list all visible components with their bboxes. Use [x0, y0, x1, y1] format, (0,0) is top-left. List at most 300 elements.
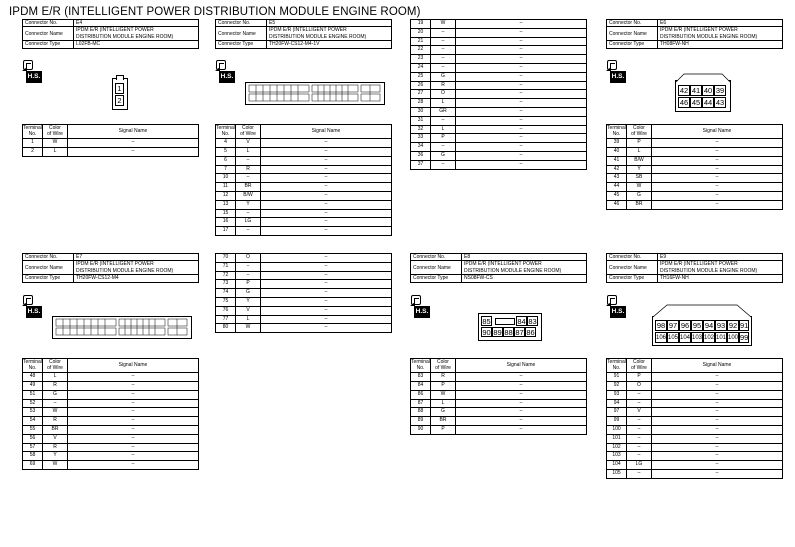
signal-name: – — [456, 28, 587, 37]
harness-side-icon: H.S. — [22, 295, 48, 321]
pin-label: 105 — [667, 332, 679, 343]
table-row — [411, 63, 587, 72]
signal-name: – — [68, 461, 199, 470]
connector-info-e7: Connector No. E7 Connector Name IPDM E/R (INTELLIGENT POWER DISTRIBUTION MODULE ENGINE ROOM) Connector Type TH20FW-CS12-M4 — [22, 253, 199, 283]
terminal-table-e5-continued — [410, 19, 587, 170]
connector-face-e9 — [652, 316, 752, 346]
signal-name: – — [261, 306, 392, 315]
table-row — [216, 280, 392, 289]
table-row — [23, 373, 199, 382]
table-row — [607, 156, 783, 165]
signal-name: – — [456, 46, 587, 55]
table-row — [411, 72, 587, 81]
signal-name: – — [261, 227, 392, 236]
wire-color: – — [627, 443, 652, 452]
signal-name: – — [456, 399, 587, 408]
table-row — [216, 200, 392, 209]
pin-label: 106 — [655, 332, 667, 343]
wire-color: – — [431, 63, 456, 72]
wire-color: R — [43, 443, 68, 452]
pin-label: 90 — [482, 328, 491, 337]
wire-color: O — [431, 90, 456, 99]
table-row — [216, 156, 392, 165]
wire-color: P — [431, 425, 456, 434]
table-row — [23, 461, 199, 470]
terminal-no: 24 — [411, 63, 431, 72]
table-row — [411, 134, 587, 143]
harness-side-icon: H.S. — [606, 60, 632, 86]
wire-color: W — [627, 183, 652, 192]
wire-color: – — [236, 227, 261, 236]
wire-color: W — [236, 324, 261, 333]
table-row — [23, 390, 199, 399]
terminal-no: 19 — [411, 20, 431, 29]
wire-color: R — [43, 417, 68, 426]
table-header-row — [607, 359, 783, 373]
table-row — [23, 417, 199, 426]
pin-label: 97 — [668, 321, 678, 330]
signal-name: – — [68, 147, 199, 156]
connector-face-e7 — [52, 316, 192, 339]
pin-label: 89 — [493, 328, 502, 337]
table-row — [411, 116, 587, 125]
signal-name: – — [652, 443, 783, 452]
table-row — [216, 165, 392, 174]
signal-name: – — [652, 399, 783, 408]
wire-color: Y — [43, 452, 68, 461]
wire-color: – — [627, 399, 652, 408]
wire-color: – — [627, 390, 652, 399]
table-row — [607, 390, 783, 399]
table-row — [411, 399, 587, 408]
terminal-no: 5 — [216, 147, 236, 156]
wire-color: – — [43, 399, 68, 408]
connector-info-e4: Connector No. E4 Connector Name IPDM E/R (INTELLIGENT POWER DISTRIBUTION MODULE ENGINE ROOM) Connector Type L02FB-MC — [22, 19, 199, 49]
terminal-no: 93 — [607, 390, 627, 399]
wire-color: – — [627, 452, 652, 461]
table-row — [411, 417, 587, 426]
connector-face-e5-drawing — [246, 83, 384, 104]
wire-color: G — [431, 72, 456, 81]
table-row — [411, 408, 587, 417]
wire-color: W — [431, 390, 456, 399]
terminal-no: 23 — [411, 55, 431, 64]
table-row — [411, 81, 587, 90]
wire-color: – — [236, 156, 261, 165]
table-row — [411, 46, 587, 55]
wire-color: P — [236, 280, 261, 289]
wire-color: P — [627, 139, 652, 148]
signal-name-header: Signal Name — [68, 125, 199, 139]
terminal-no: 2 — [23, 147, 43, 156]
pin-label: 101 — [715, 332, 727, 343]
table-row — [23, 381, 199, 390]
terminal-no-header: Terminal No. — [607, 359, 627, 373]
wire-color: L — [236, 315, 261, 324]
table-row — [23, 408, 199, 417]
wire-color: – — [236, 271, 261, 280]
signal-name: – — [261, 297, 392, 306]
terminal-no: 25 — [411, 72, 431, 81]
signal-name: – — [652, 417, 783, 426]
wire-color: – — [431, 160, 456, 169]
signal-name: – — [68, 452, 199, 461]
connector-info-e9: Connector No. E9 Connector Name IPDM E/R (INTELLIGENT POWER DISTRIBUTION MODULE ENGINE ROOM) Connector Type TH16FW-NH — [606, 253, 783, 283]
pin-label: 84 — [517, 317, 526, 326]
connector-face-e7-drawing — [53, 317, 191, 338]
wire-color: V — [236, 139, 261, 148]
wire-color: SB — [627, 174, 652, 183]
wire-color: W — [43, 139, 68, 148]
signal-name: – — [652, 200, 783, 209]
terminal-no: 21 — [411, 37, 431, 46]
wire-color: V — [43, 434, 68, 443]
signal-name: – — [68, 408, 199, 417]
table-row — [607, 434, 783, 443]
signal-name: – — [261, 280, 392, 289]
wire-color: G — [43, 390, 68, 399]
terminal-no: 75 — [216, 297, 236, 306]
signal-name: – — [261, 174, 392, 183]
signal-name-header: Signal Name — [456, 359, 587, 373]
table-row — [607, 461, 783, 470]
terminal-no-header: Terminal No. — [607, 125, 627, 139]
pin-label: 40 — [703, 86, 713, 95]
signal-name: – — [68, 390, 199, 399]
signal-name: – — [652, 174, 783, 183]
terminal-no: 31 — [411, 116, 431, 125]
wire-color: BR — [431, 417, 456, 426]
terminal-no: 103 — [607, 452, 627, 461]
signal-name: – — [456, 408, 587, 417]
signal-name: – — [456, 90, 587, 99]
signal-name: – — [456, 81, 587, 90]
pin-label: 96 — [680, 321, 690, 330]
wire-color: – — [236, 209, 261, 218]
signal-name: – — [652, 381, 783, 390]
table-header-row — [216, 125, 392, 139]
wire-color: – — [431, 37, 456, 46]
terminal-no: 54 — [23, 417, 43, 426]
signal-name: – — [652, 165, 783, 174]
table-row — [411, 28, 587, 37]
terminal-no-header: Terminal No. — [216, 125, 236, 139]
signal-name: – — [261, 156, 392, 165]
signal-name: – — [261, 271, 392, 280]
signal-name: – — [456, 107, 587, 116]
terminal-no: 56 — [23, 434, 43, 443]
wire-color: R — [431, 81, 456, 90]
wire-color: P — [431, 134, 456, 143]
signal-name: – — [261, 147, 392, 156]
terminal-no: 94 — [607, 399, 627, 408]
signal-name: – — [652, 183, 783, 192]
terminal-no: 26 — [411, 81, 431, 90]
signal-name: – — [652, 461, 783, 470]
signal-name: – — [68, 139, 199, 148]
wire-color: Y — [236, 297, 261, 306]
wire-color: BR — [627, 200, 652, 209]
signal-name: – — [68, 381, 199, 390]
table-row — [216, 227, 392, 236]
terminal-no: 105 — [607, 469, 627, 478]
signal-name: – — [652, 156, 783, 165]
table-row — [216, 209, 392, 218]
table-row — [411, 381, 587, 390]
terminal-no: 4 — [216, 139, 236, 148]
terminal-no: 90 — [411, 425, 431, 434]
pin-label: 88 — [504, 328, 513, 337]
terminal-no: 87 — [411, 399, 431, 408]
signal-name-header: Signal Name — [652, 125, 783, 139]
connector-face-e8 — [478, 313, 542, 341]
terminal-table-e7-continued — [215, 253, 392, 333]
pin-label: 44 — [703, 98, 713, 107]
wire-color: P — [627, 373, 652, 382]
table-row — [607, 452, 783, 461]
terminal-no: 77 — [216, 315, 236, 324]
wire-color: V — [236, 306, 261, 315]
wire-color: – — [431, 46, 456, 55]
signal-name: – — [261, 218, 392, 227]
signal-name: – — [68, 425, 199, 434]
table-row — [23, 452, 199, 461]
wire-color-header: Color of Wire — [431, 359, 456, 373]
signal-name: – — [261, 289, 392, 298]
pin-label: 1 — [115, 83, 124, 94]
wire-color: R — [236, 165, 261, 174]
pin-label: 93 — [716, 321, 726, 330]
signal-name: – — [456, 417, 587, 426]
connector-face-e4 — [112, 78, 128, 110]
terminal-no: 32 — [411, 125, 431, 134]
table-row — [607, 417, 783, 426]
wire-color: L — [236, 147, 261, 156]
signal-name: – — [456, 425, 587, 434]
terminal-no: 10 — [216, 174, 236, 183]
terminal-no: 30 — [411, 107, 431, 116]
wire-color: W — [431, 20, 456, 29]
signal-name: – — [261, 183, 392, 192]
terminal-no: 46 — [607, 200, 627, 209]
table-row — [411, 160, 587, 169]
signal-name: – — [68, 443, 199, 452]
connector-face-e9-outline — [653, 304, 751, 318]
terminal-no: 104 — [607, 461, 627, 470]
signal-name: – — [261, 139, 392, 148]
wire-color: L — [43, 147, 68, 156]
signal-name: – — [652, 390, 783, 399]
signal-name: – — [652, 425, 783, 434]
wire-color: – — [431, 28, 456, 37]
signal-name: – — [261, 165, 392, 174]
wire-color: R — [431, 373, 456, 382]
pin-label: 46 — [679, 98, 689, 107]
table-row — [216, 315, 392, 324]
terminal-no: 33 — [411, 134, 431, 143]
pin-label: 95 — [692, 321, 702, 330]
terminal-no-header: Terminal No. — [23, 125, 43, 139]
terminal-no: 17 — [216, 227, 236, 236]
table-header-row — [23, 359, 199, 373]
signal-name: – — [68, 417, 199, 426]
pin-label: 85 — [482, 317, 491, 326]
table-row — [23, 139, 199, 148]
wire-color-header: Color of Wire — [627, 125, 652, 139]
terminal-no: 12 — [216, 191, 236, 200]
signal-name: – — [456, 134, 587, 143]
pin-label: 103 — [691, 332, 703, 343]
signal-name: – — [68, 399, 199, 408]
terminal-no: 72 — [216, 271, 236, 280]
terminal-no: 69 — [23, 461, 43, 470]
signal-name: – — [456, 381, 587, 390]
table-header-row — [23, 125, 199, 139]
terminal-no: 22 — [411, 46, 431, 55]
wire-color: V — [627, 408, 652, 417]
signal-name: – — [652, 452, 783, 461]
wire-color: W — [43, 408, 68, 417]
wire-color-header: Color of Wire — [43, 125, 68, 139]
wire-color: GR — [431, 107, 456, 116]
harness-side-icon: H.S. — [606, 295, 632, 321]
table-row — [607, 165, 783, 174]
terminal-no: 37 — [411, 160, 431, 169]
terminal-no: 83 — [411, 373, 431, 382]
connector-latch — [495, 318, 515, 325]
table-row — [216, 147, 392, 156]
pin-label: 42 — [679, 86, 689, 95]
wire-color: G — [627, 191, 652, 200]
wire-color: L — [431, 399, 456, 408]
wire-color: Y — [236, 200, 261, 209]
wire-color: – — [431, 55, 456, 64]
signal-name: – — [456, 160, 587, 169]
table-row — [607, 200, 783, 209]
wire-color-header: Color of Wire — [627, 359, 652, 373]
table-row — [411, 425, 587, 434]
terminal-no: 57 — [23, 443, 43, 452]
harness-side-icon: H.S. — [215, 60, 241, 86]
pin-label: 39 — [715, 86, 725, 95]
terminal-no: 40 — [607, 147, 627, 156]
terminal-no: 42 — [607, 165, 627, 174]
pin-label: 2 — [115, 95, 124, 106]
signal-name: – — [456, 390, 587, 399]
wire-color: G — [236, 289, 261, 298]
page-title: IPDM E/R (INTELLIGENT POWER DISTRIBUTION MODULE ENGINE ROOM) — [9, 6, 421, 18]
wire-color: L — [43, 373, 68, 382]
terminal-no: 84 — [411, 381, 431, 390]
table-row — [216, 254, 392, 263]
wire-color: L — [431, 99, 456, 108]
connector-info-e5: Connector No. E5 Connector Name IPDM E/R (INTELLIGENT POWER DISTRIBUTION MODULE ENGINE ROOM) Connector Type TH20FW-CS12-M4-1V — [215, 19, 392, 49]
terminal-no: 76 — [216, 306, 236, 315]
signal-name: – — [456, 99, 587, 108]
table-row — [607, 373, 783, 382]
wire-color: – — [627, 417, 652, 426]
terminal-no: 43 — [607, 174, 627, 183]
terminal-table-e5 — [215, 124, 392, 236]
signal-name: – — [261, 262, 392, 271]
wire-color: O — [627, 381, 652, 390]
table-row — [23, 434, 199, 443]
terminal-no: 34 — [411, 143, 431, 152]
pin-label: 43 — [715, 98, 725, 107]
signal-name-header: Signal Name — [652, 359, 783, 373]
table-row — [411, 55, 587, 64]
terminal-no-header: Terminal No. — [23, 359, 43, 373]
pin-label: 98 — [656, 321, 666, 330]
signal-name: – — [456, 72, 587, 81]
terminal-no: 73 — [216, 280, 236, 289]
wire-color: LG — [627, 461, 652, 470]
terminal-no: 70 — [216, 254, 236, 263]
table-row — [607, 425, 783, 434]
harness-side-icon: H.S. — [410, 295, 436, 321]
pin-label: 92 — [728, 321, 738, 330]
table-row — [607, 469, 783, 478]
wire-color: L — [627, 147, 652, 156]
wire-color: LG — [236, 218, 261, 227]
wire-color: – — [236, 174, 261, 183]
table-row — [23, 147, 199, 156]
terminal-no: 58 — [23, 452, 43, 461]
table-row — [411, 390, 587, 399]
terminal-no: 36 — [411, 151, 431, 160]
harness-side-icon: H.S. — [22, 60, 48, 86]
table-row — [216, 289, 392, 298]
terminal-no: 13 — [216, 200, 236, 209]
terminal-no: 6 — [216, 156, 236, 165]
terminal-no: 80 — [216, 324, 236, 333]
pin-label: 104 — [679, 332, 691, 343]
signal-name: – — [652, 469, 783, 478]
terminal-no: 97 — [607, 408, 627, 417]
signal-name: – — [456, 151, 587, 160]
signal-name: – — [456, 55, 587, 64]
terminal-no: 89 — [411, 417, 431, 426]
signal-name: – — [456, 20, 587, 29]
signal-name-header: Signal Name — [68, 359, 199, 373]
table-row — [216, 139, 392, 148]
signal-name: – — [652, 139, 783, 148]
signal-name: – — [456, 116, 587, 125]
pin-label: 45 — [691, 98, 701, 107]
terminal-no: 45 — [607, 191, 627, 200]
terminal-no: 27 — [411, 90, 431, 99]
terminal-no: 53 — [23, 408, 43, 417]
terminal-no: 1 — [23, 139, 43, 148]
table-header-row — [411, 359, 587, 373]
pin-label: 87 — [515, 328, 524, 337]
terminal-no: 16 — [216, 218, 236, 227]
wire-color: O — [236, 254, 261, 263]
terminal-no: 20 — [411, 28, 431, 37]
table-row — [607, 139, 783, 148]
pin-label: 102 — [703, 332, 715, 343]
terminal-no: 91 — [607, 373, 627, 382]
wire-color: G — [431, 408, 456, 417]
terminal-no: 28 — [411, 99, 431, 108]
connector-face-e6 — [675, 80, 731, 112]
pin-label: 99 — [740, 333, 749, 342]
signal-name: – — [456, 373, 587, 382]
signal-name: – — [456, 125, 587, 134]
table-row — [216, 174, 392, 183]
terminal-no: 41 — [607, 156, 627, 165]
terminal-table-e4 — [22, 124, 199, 157]
